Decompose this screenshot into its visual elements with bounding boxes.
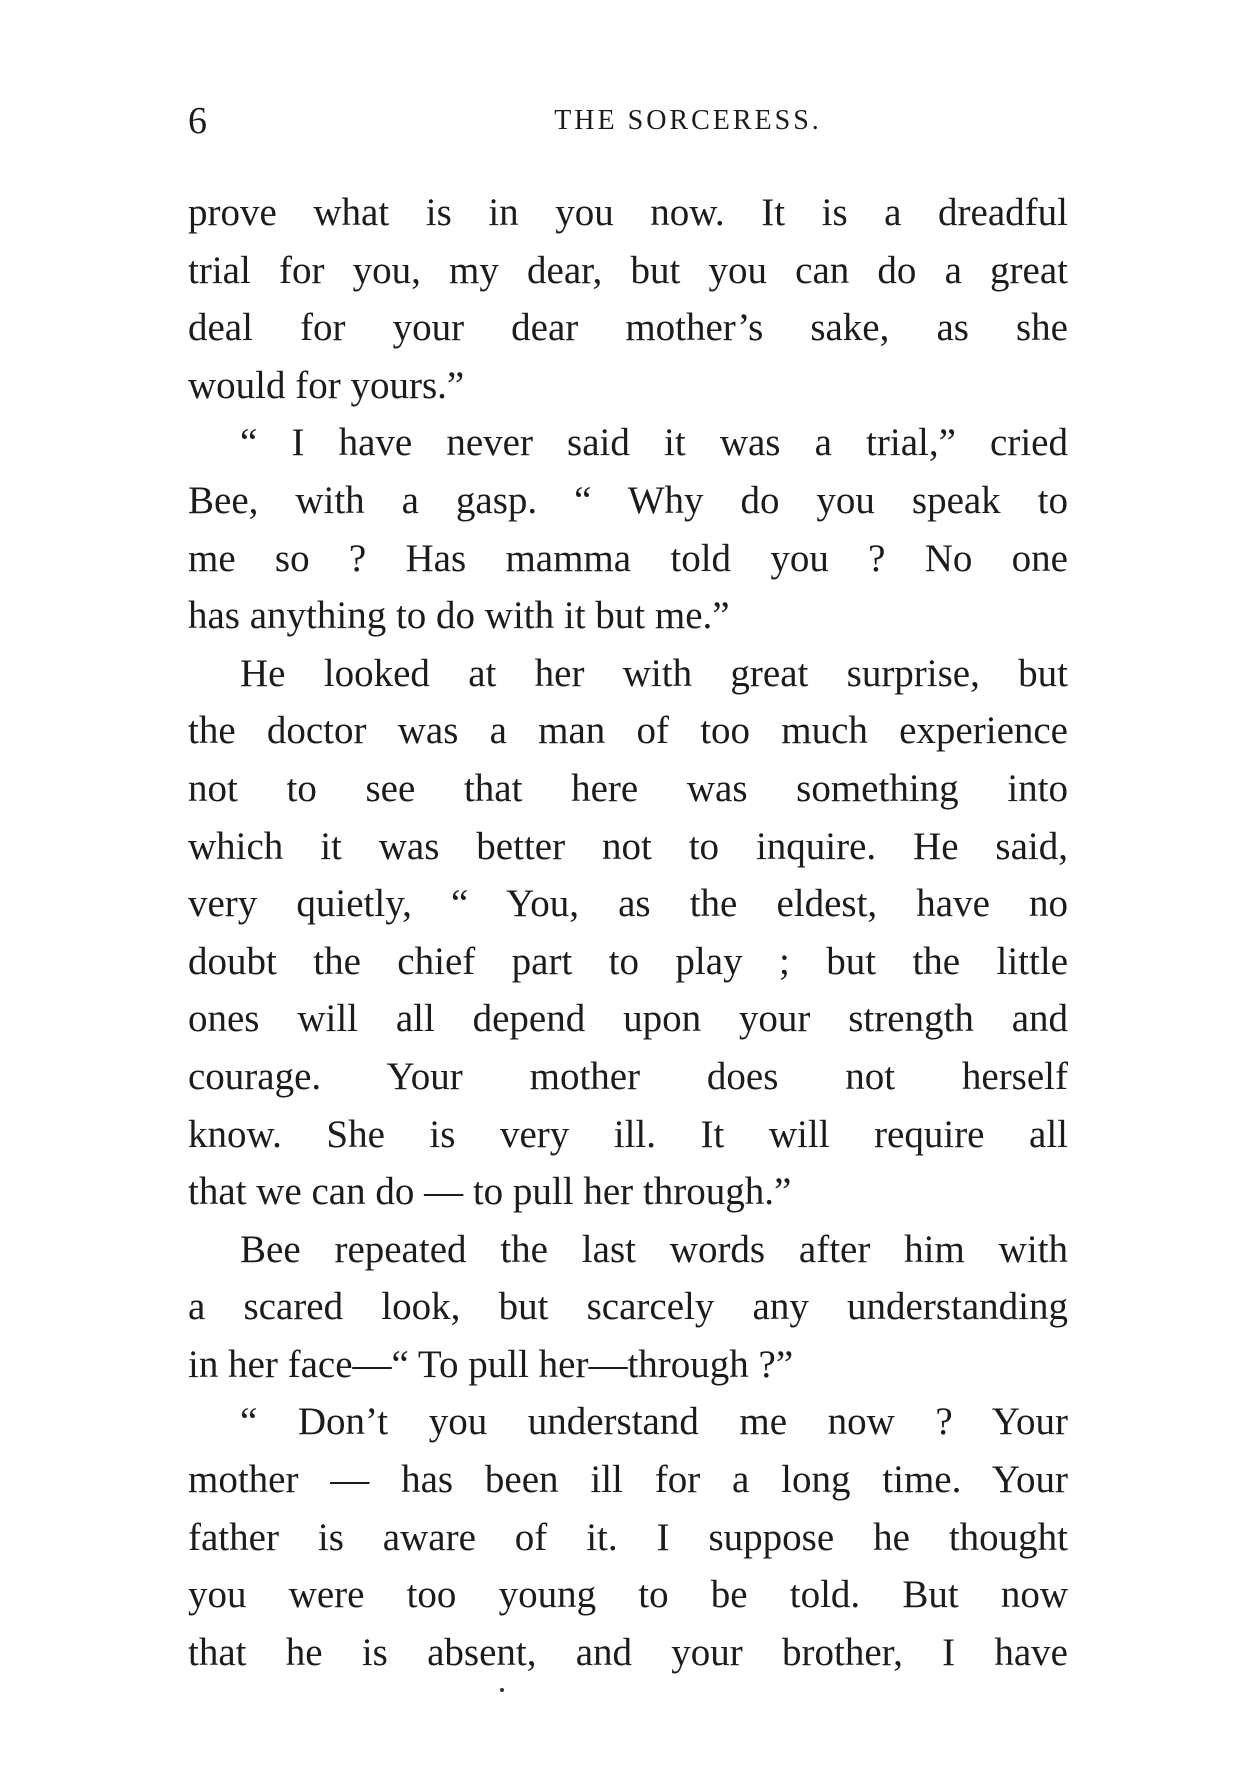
text-line: Bee, with a gasp. “ Why do you speak to	[188, 478, 1068, 522]
text-line: a scared look, but scarcely any understanding	[188, 1285, 1068, 1329]
text-line: deal for your dear mother’s sake, as she	[188, 306, 1068, 350]
text-line: courage. Your mother does not herself	[188, 1054, 1068, 1098]
text-line: mother — has been ill for a long time. Your	[188, 1458, 1068, 1502]
text-line: that he is absent, and your brother, I have	[188, 1630, 1068, 1674]
text-line: very quietly, “ You, as the eldest, have no	[188, 882, 1068, 926]
text-line: that we can do — to pull her through.”	[188, 1170, 792, 1214]
text-line: “ Don’t you understand me now ? Your	[240, 1400, 1068, 1444]
page-header	[188, 96, 1068, 146]
text-line: me so ? Has mamma told you ? No one	[188, 536, 1068, 580]
text-line: He looked at her with great surprise, but	[240, 651, 1068, 695]
text-line: know. She is very ill. It will require all	[188, 1112, 1068, 1156]
text-line: trial for you, my dear, but you can do a great	[188, 248, 1068, 292]
page-number: 6	[188, 100, 207, 142]
text-line: in her face—“ To pull her—through ?”	[188, 1342, 794, 1386]
text-line: not to see that here was something into	[188, 766, 1068, 810]
text-line: doubt the chief part to play ; but the little	[188, 939, 1068, 983]
text-line: has anything to do with it but me.”	[188, 594, 730, 638]
text-line: would for yours.”	[188, 363, 465, 407]
text-line: the doctor was a man of too much experience	[188, 709, 1068, 753]
text-line: you were too young to be told. But now	[188, 1573, 1068, 1617]
text-line: ones will all depend upon your strength and	[188, 997, 1068, 1041]
running-title: THE SORCERESS.	[554, 105, 822, 136]
text-line: “ I have never said it was a trial,” cried	[240, 421, 1068, 465]
text-line: prove what is in you now. It is a dreadful	[188, 191, 1068, 234]
text-line: which it was better not to inquire. He said,	[188, 824, 1068, 868]
text-line: Bee repeated the last words after him with	[240, 1227, 1068, 1271]
body-text	[188, 184, 1068, 1681]
text-line: father is aware of it. I suppose he thought	[188, 1515, 1068, 1559]
ink-speck	[500, 1688, 504, 1692]
